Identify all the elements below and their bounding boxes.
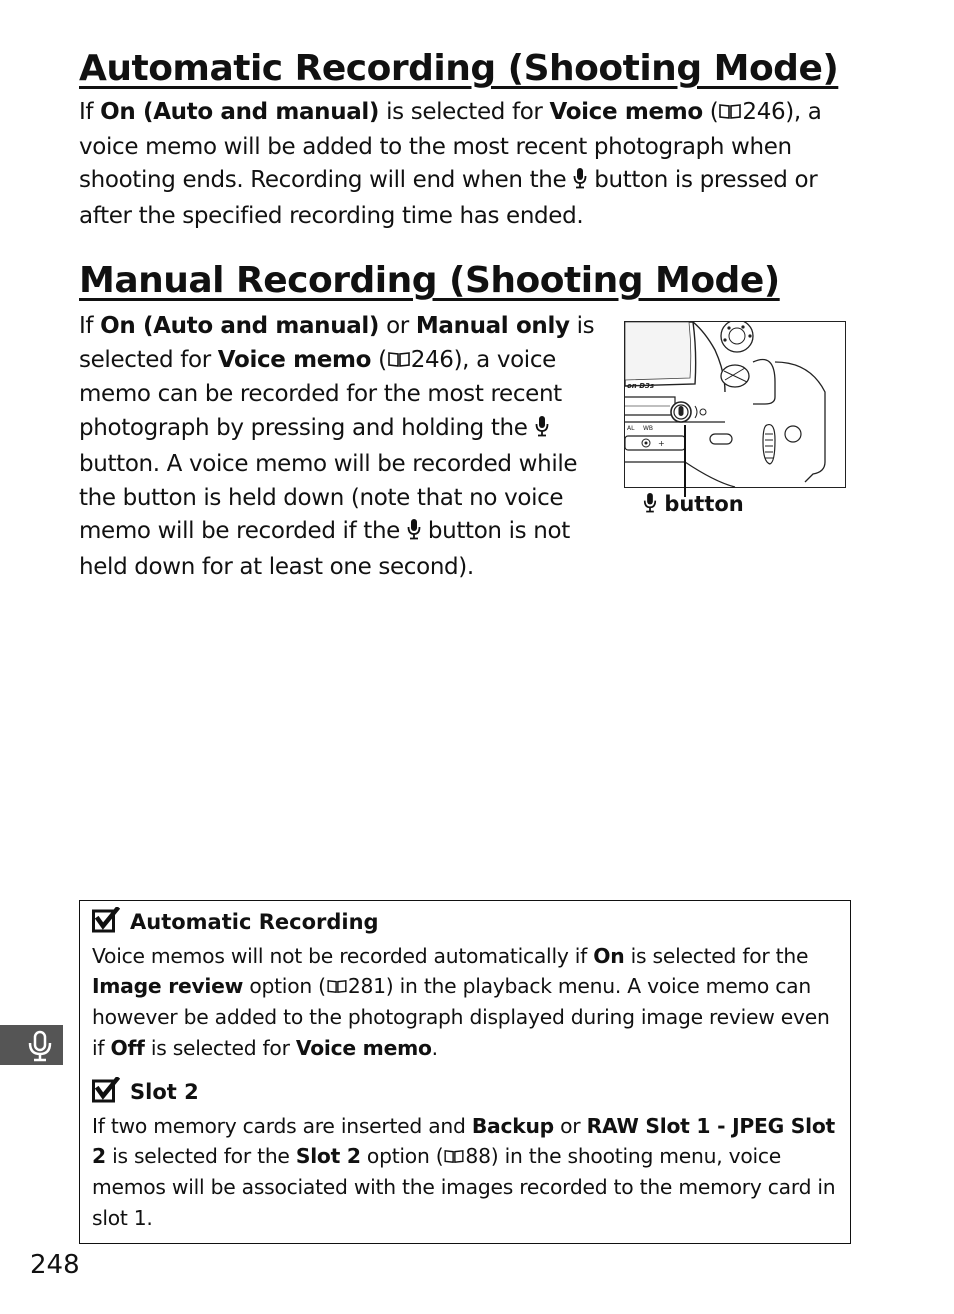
section-title-manual-recording: Manual Recording (Shooting Mode) <box>79 260 780 301</box>
book-reference-icon <box>719 97 741 131</box>
callout-leader-line <box>684 425 686 497</box>
text-run: is selected for <box>79 313 595 373</box>
text-run: is selected for the <box>624 944 809 968</box>
text-run: is selected for <box>379 99 550 125</box>
text-run: ) in the playback menu. A voice memo can however be added to the photograph displayed during image review even if <box>92 974 830 1060</box>
caption-text: button <box>664 492 744 516</box>
svg-text:AL: AL <box>627 425 635 432</box>
text-run: button is pressed or after the specified recording time has ended. <box>79 167 818 230</box>
text-run: option ( <box>360 1144 444 1169</box>
text-run: ), a voice memo can be recorded for the most recent photograph by pressing and holding the <box>79 346 562 442</box>
camera-drawing <box>625 322 845 487</box>
section-title-automatic-recording: Automatic Recording (Shooting Mode) <box>79 48 839 89</box>
figure-caption <box>643 492 744 518</box>
text-run: is selected for the <box>105 1144 296 1169</box>
text-run: or <box>553 1114 587 1138</box>
manual-recording-paragraph <box>79 310 609 585</box>
note-title-text: Slot 2 <box>130 1080 199 1104</box>
text-run: button is not held down for at least one second). <box>79 518 570 580</box>
bold-run: Manual only <box>415 313 570 339</box>
bold-run: Voice memo <box>217 346 372 373</box>
note-title-slot-2 <box>92 1077 199 1108</box>
text-run: ) in the shooting menu, voice memos will be associated with the images recorded to the memory card in slot 1. <box>92 1144 836 1230</box>
text-run: ( <box>371 346 387 373</box>
microphone-icon <box>407 517 421 551</box>
check-note-icon <box>92 907 120 938</box>
text-run: option ( <box>243 974 326 999</box>
page-reference: 88 <box>465 1144 491 1169</box>
microphone-icon <box>0 1025 63 1065</box>
text-run: ), a voice memo will be added to the most recent photograph when shooting ends. Recording will end when the <box>79 99 822 194</box>
text-run: Voice memos will not be recorded automatically if <box>92 944 594 968</box>
bold-run: Image review <box>92 974 244 999</box>
book-reference-icon <box>327 972 347 1002</box>
text-run: ( <box>702 99 719 125</box>
bold-run: Slot 2 <box>295 1144 361 1169</box>
camera-back-illustration <box>624 321 846 488</box>
check-note-icon <box>92 1077 120 1108</box>
chapter-side-tab <box>0 1025 63 1065</box>
text-run: is selected for <box>144 1035 296 1060</box>
bold-run: On (Auto and manual) <box>100 99 380 125</box>
bold-run: On (Auto and manual) <box>100 313 380 339</box>
bold-run: Off <box>110 1035 145 1060</box>
bold-run: Voice memo <box>549 99 703 125</box>
svg-text:+: + <box>658 439 665 448</box>
note-title-text: Automatic Recording <box>130 910 379 934</box>
text-run: button. A voice memo will be recorded while the button is held down (note that no voice memo will be recorded if the <box>79 450 578 545</box>
book-reference-icon <box>388 345 410 379</box>
microphone-icon <box>643 492 657 518</box>
bold-run: On <box>593 944 625 968</box>
svg-text:WB: WB <box>643 425 654 432</box>
page-reference: 246 <box>410 346 454 373</box>
page-reference: 246 <box>742 99 786 125</box>
note-title-automatic-recording <box>92 907 379 938</box>
microphone-icon <box>573 166 587 200</box>
text-run: . <box>431 1035 438 1060</box>
microphone-icon <box>535 414 549 448</box>
book-reference-icon <box>444 1142 464 1172</box>
automatic-recording-paragraph <box>79 96 869 234</box>
notes-box <box>79 900 851 1244</box>
bold-run: Backup <box>471 1114 554 1138</box>
svg-text:on D3s: on D3s <box>627 382 655 390</box>
note-text-automatic-recording <box>92 941 844 1063</box>
text-run: If <box>79 99 101 125</box>
text-run: If two memory cards are inserted and <box>92 1114 472 1138</box>
page-reference: 281 <box>347 974 386 999</box>
text-run: If <box>79 313 101 339</box>
text-run: or <box>379 313 416 339</box>
bold-run: RAW Slot 1 - JPEG Slot 2 <box>92 1114 835 1169</box>
page-number: 248 <box>30 1250 80 1280</box>
note-text-slot-2 <box>92 1111 844 1233</box>
bold-run: Voice memo <box>295 1035 432 1060</box>
